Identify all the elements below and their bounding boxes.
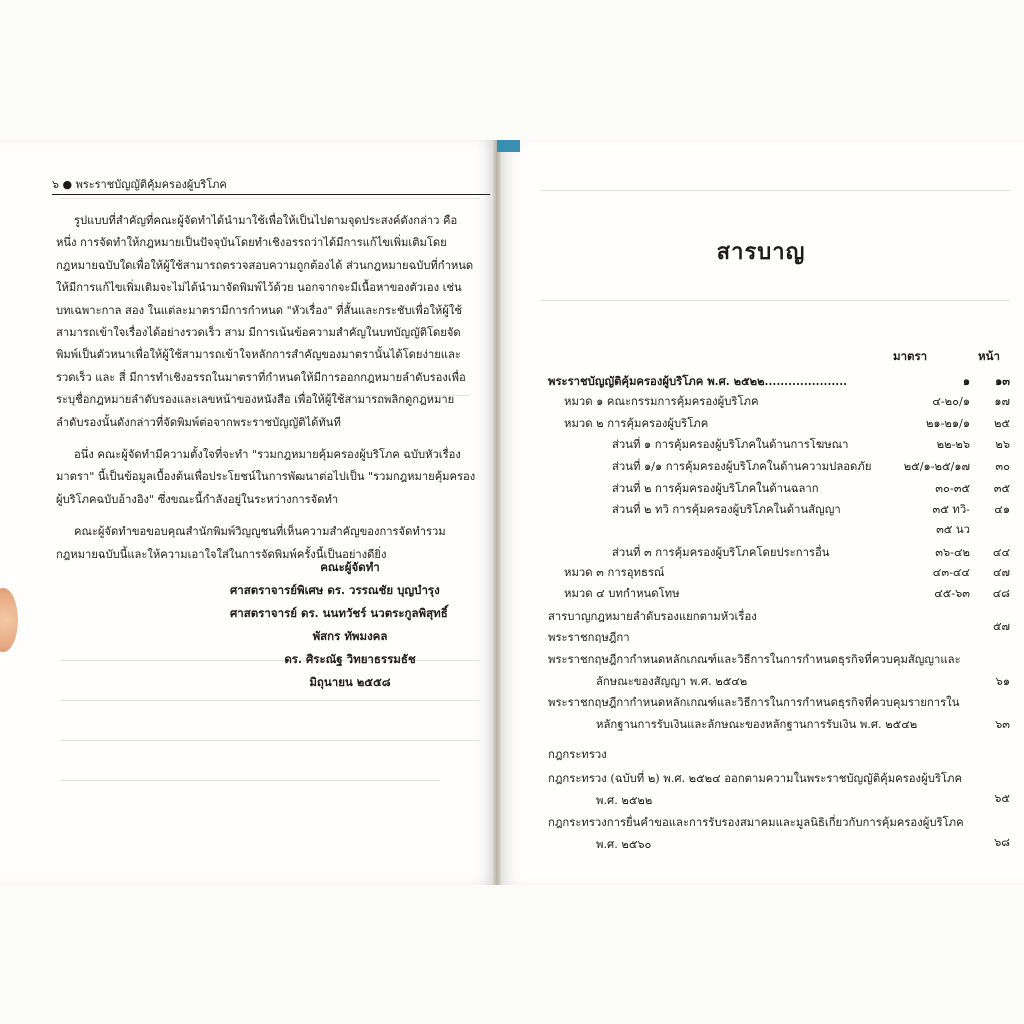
bleed-through bbox=[540, 300, 1010, 301]
signature-name: ดร. ศิระณัฐ วิทยาธรรมธัช bbox=[284, 652, 416, 666]
running-header: ๖ ● พระราชบัญญัติคุ้มครองผู้บริโภค bbox=[52, 178, 490, 195]
bleed-through bbox=[540, 190, 1010, 191]
toc-row bbox=[548, 392, 1010, 412]
entry-line: ลักษณะของสัญญา พ.ศ. ๒๕๔๒ bbox=[596, 675, 748, 688]
bleed-through bbox=[60, 740, 480, 741]
column-header-page: หน้า bbox=[978, 349, 1000, 363]
toc-page: ๖๘ bbox=[994, 836, 1010, 849]
toc-section: ๑ bbox=[962, 374, 970, 388]
ministerial-heading: กฎกระทรวง bbox=[548, 748, 607, 761]
toc-label: หมวด ๓ การอุทธรณ์ bbox=[564, 566, 665, 579]
toc-title: สารบาญ bbox=[716, 239, 806, 265]
toc-row bbox=[548, 500, 1010, 520]
toc-section: ๓๕ นว bbox=[936, 523, 970, 536]
toc-page: ๖๕ bbox=[994, 792, 1010, 805]
bleed-through bbox=[60, 780, 440, 781]
royal-decree-entry bbox=[548, 692, 1010, 736]
entry-line: พ.ศ. ๒๕๖๐ bbox=[596, 838, 652, 851]
toc-row bbox=[548, 435, 1010, 455]
entry-line: พระราชกฤษฎีกากำหนดหลักเกณฑ์และวิธีการในการกำหนดธุรกิจที่ควบคุมรายการใน bbox=[548, 696, 960, 709]
paragraph: คณะผู้จัดทำขอขอบคุณสำนักพิมพ์วิญญูชนที่เห็นความสำคัญของการจัดทำรวมกฎหมายฉบับนี้และให้ความเอาใจใส่ในการจัดพิมพ์ครั้งนี้เป็นอย่างดียิ่ง bbox=[56, 525, 446, 561]
entry-line: กฎกระทรวงการยื่นคำขอและการรับรองสมาคมและมูลนิธิเกี่ยวกับการคุ้มครองผู้บริโภค bbox=[548, 816, 964, 829]
toc-section: ๓๕ ทวิ- bbox=[932, 503, 970, 516]
ministerial-entry bbox=[548, 812, 1010, 856]
toc-label: ส่วนที่ ๓ การคุ้มครองผู้บริโภคโดยประการอื่น bbox=[612, 546, 830, 559]
toc-row bbox=[548, 563, 1010, 583]
bleed-through bbox=[60, 198, 480, 199]
signature-name: ศาสตราจารย์พิเศษ ดร. วรรณชัย บุญบำรุง bbox=[230, 583, 440, 597]
entry-line: พ.ศ. ๒๕๒๒ bbox=[596, 794, 653, 807]
signature-group: คณะผู้จัดทำ bbox=[320, 560, 380, 574]
paragraph: รูปแบบที่สำคัญที่คณะผู้จัดทำได้นำมาใช้เพื่อให้เป็นไปตามจุดประสงค์ดังกล่าว คือ หนึ่ง การจัดทำให้กฎหมายเป็นปัจจุบันโดยทำเชิงอรรถว่าได้มีการแก้ไขเพิ่มเติมโดยกฎหมายฉบับใดเพื่อให้ผู้ใช้สามารถตรวจสอบความถูกต้องได้ ส่วนกฎหมายฉบับที่กำหนดให้มีการแก้ไขเพิ่มเติมจะไม่ได้นำมาจัดพิมพ์ไว้ด้วย นอกจากจะมีเนื้อหาของตัวเอง เช่น บทเฉพาะกาล สอง ในแต่ละมาตรามีการกำหนด "หัวเรื่อง" ที่สั้นและกระชับเพื่อให้ผู้ใช้สามารถเข้าใจเรื่องได้อย่างรวดเร็ว สาม มีการเน้นข้อความสำคัญในบทบัญญัติโดยจัดพิมพ์เป็นตัวหนาเพื่อให้ผู้ใช้สามารถเข้าใจหลักการสำคัญของมาตรานั้นได้โดยง่ายและรวดเร็ว และ สี่ มีการทำเชิงอรรถในมาตราที่กำหนดให้มีการออกกฎหมายลำดับรองเพื่อระบุชื่อกฎหมายลำดับรองและเลขหน้าของหนังสือ เพื่อให้ผู้ใช้สามารถพลิกดูกฎหมายลำดับรองนั้นดังกล่าวที่จัดพิมพ์ต่อจากพระราชบัญญัติได้ทันที bbox=[56, 214, 474, 429]
toc-page: ๖๓ bbox=[995, 718, 1010, 731]
toc-row bbox=[548, 584, 1010, 604]
toc-page: ๕๗ bbox=[992, 620, 1010, 633]
toc-page: ๖๑ bbox=[995, 675, 1010, 688]
toc-page: ๔๔ bbox=[992, 546, 1010, 559]
toc-label: หมวด ๒ การคุ้มครองผู้บริโภค bbox=[564, 417, 709, 430]
toc-section: ๒๕/๑-๒๕/๑๗ bbox=[903, 460, 970, 473]
toc-row bbox=[548, 479, 1010, 499]
toc-row bbox=[548, 371, 1010, 391]
toc-section: ๓๐-๓๕ bbox=[935, 482, 970, 495]
paragraph: อนึ่ง คณะผู้จัดทำมีความตั้งใจที่จะทำ "รวมกฎหมายคุ้มครองผู้บริโภค ฉบับหัวเรื่องมาตรา" นี้เป็นข้อมูลเบื้องต้นเพื่อประโยชน์ในการพัฒนาต่อไปเป็น "รวมกฎหมายคุ้มครองผู้บริโภคฉบับอ้างอิง" ซึ่งขณะนี้กำลังอยู่ในระหว่างการจัดทำ bbox=[56, 448, 476, 506]
toc-label: หมวด ๑ คณะกรรมการคุ้มครองผู้บริโภค bbox=[564, 395, 759, 408]
signature-name: พัสกร ทัพมงคล bbox=[312, 629, 388, 643]
bookmark-tab bbox=[497, 140, 520, 152]
toc-page: ๔๑ bbox=[994, 503, 1010, 516]
toc-page: ๑๗ bbox=[994, 395, 1010, 408]
toc-label: พระราชบัญญัติคุ้มครองผู้บริโภค พ.ศ. ๒๕๒๒..................... bbox=[548, 374, 848, 388]
signature-date: มิถุนายน ๒๕๕๘ bbox=[309, 675, 391, 689]
signature-block bbox=[230, 556, 470, 694]
toc-page: ๓๐ bbox=[995, 460, 1010, 473]
toc-row bbox=[548, 414, 1010, 434]
toc-section: ๓๖-๔๒ bbox=[935, 546, 970, 559]
toc-section: ๒๑-๒๑/๑ bbox=[925, 417, 970, 430]
entry-line: หลักฐานการรับเงินและลักษณะของหลักฐานการรับเงิน พ.ศ. ๒๕๔๒ bbox=[596, 718, 918, 731]
toc-row bbox=[548, 543, 1010, 563]
toc-row bbox=[548, 457, 1010, 477]
preface-text bbox=[56, 210, 476, 566]
toc-label: หมวด ๔ บทกำหนดโทษ bbox=[564, 587, 680, 600]
toc-label: ส่วนที่ ๒ การคุ้มครองผู้บริโภคในด้านฉลาก bbox=[612, 482, 819, 495]
column-header-section: มาตรา bbox=[893, 349, 928, 363]
secondary-law-heading-row bbox=[548, 606, 1010, 633]
bleed-through bbox=[60, 700, 480, 701]
toc-page: ๔๗ bbox=[992, 566, 1010, 579]
toc-label: ส่วนที่ ๒ ทวิ การคุ้มครองผู้บริโภคในด้านสัญญา bbox=[612, 503, 841, 516]
signature-name: ศาสตราจารย์ ดร. นนทวัชร์ นวตระกูลพิสุทธิ์ bbox=[230, 606, 448, 620]
toc-section: ๔๕-๖๓ bbox=[934, 587, 970, 600]
toc-page: ๒๖ bbox=[995, 438, 1010, 451]
toc-row bbox=[548, 520, 1010, 540]
toc-label: ส่วนที่ ๑ การคุ้มครองผู้บริโภคในด้านการโฆษณา bbox=[612, 438, 849, 451]
toc-section: ๔-๒๐/๑ bbox=[932, 395, 970, 408]
entry-line: กฎกระทรวง (ฉบับที่ ๒) พ.ศ. ๒๕๒๔ ออกตามความในพระราชบัญญัติคุ้มครองผู้บริโภค bbox=[548, 772, 963, 785]
toc-page: ๑๓ bbox=[995, 374, 1010, 388]
toc-section: ๔๓-๔๔ bbox=[932, 566, 970, 579]
toc-section: ๒๒-๒๖ bbox=[936, 438, 970, 451]
ministerial-entry bbox=[548, 768, 1010, 812]
toc-label: ส่วนที่ ๑/๑ การคุ้มครองผู้บริโภคในด้านความปลอดภัย bbox=[612, 460, 872, 473]
toc-page: ๔๘ bbox=[992, 587, 1010, 600]
entry-line: พระราชกฤษฎีกากำหนดหลักเกณฑ์และวิธีการในการกำหนดธุรกิจที่ควบคุมสัญญาและ bbox=[548, 653, 961, 666]
royal-decree-heading: พระราชกฤษฎีกา bbox=[548, 631, 630, 644]
toc-page: ๒๕ bbox=[994, 417, 1010, 430]
royal-decree-entry bbox=[548, 649, 1010, 693]
toc-page: ๓๕ bbox=[993, 482, 1010, 495]
secondary-law-heading: สารบาญกฎหมายลำดับรองแยกตามหัวเรื่อง bbox=[548, 610, 757, 623]
